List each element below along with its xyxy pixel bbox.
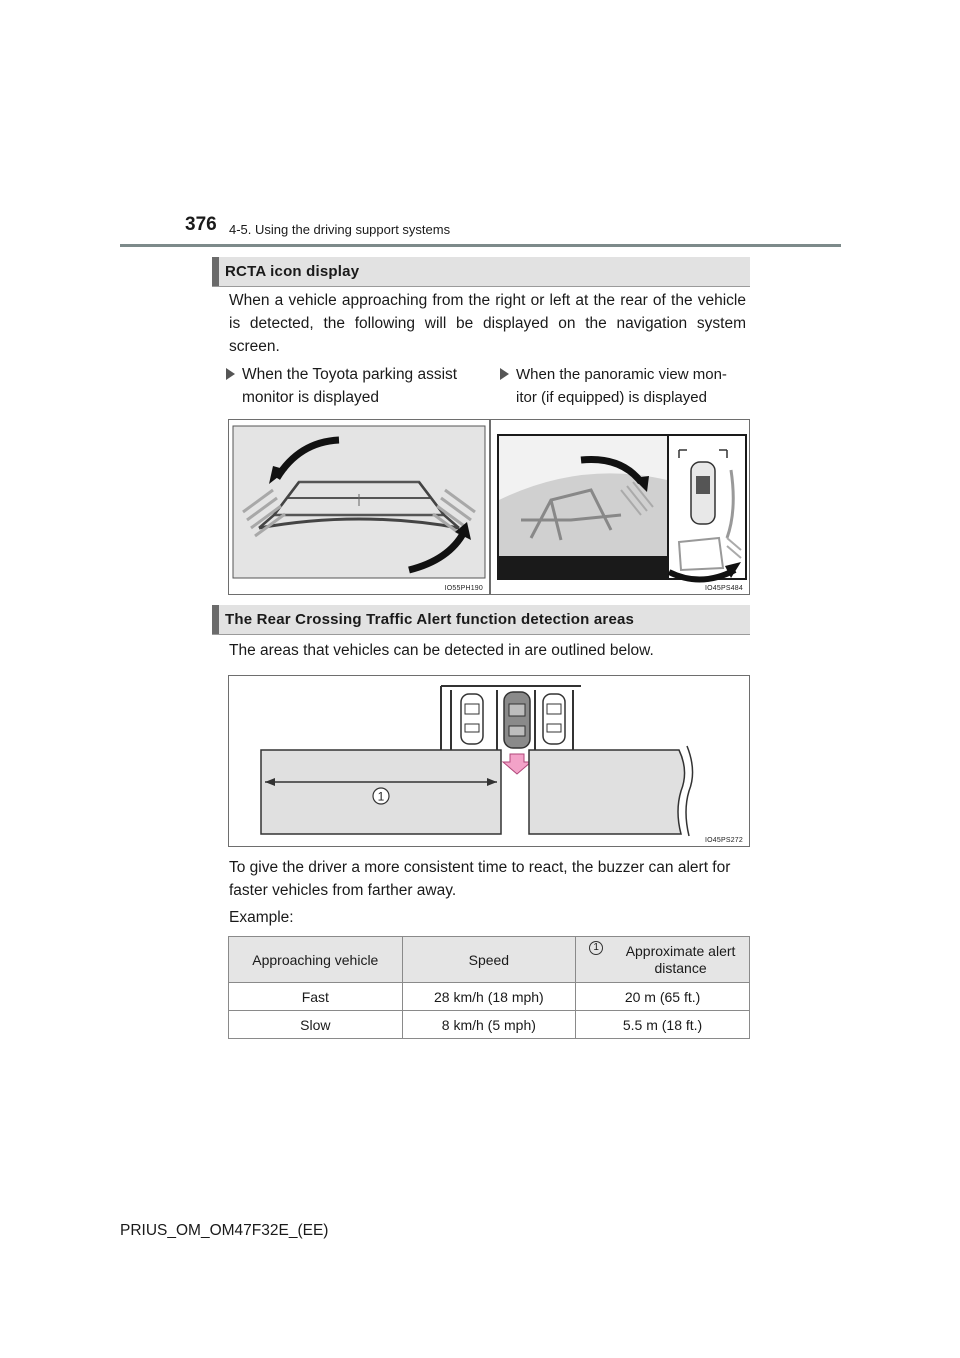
callout-number: 1 — [589, 941, 603, 955]
header-rule — [120, 244, 841, 247]
table-row — [229, 983, 750, 1011]
panoramic-view-illustration — [491, 420, 749, 594]
table-row — [229, 1011, 750, 1039]
cell-speed: 28 km/h (18 mph) — [402, 983, 575, 1011]
rcta-heading-title: RCTA icon display — [225, 263, 360, 280]
header-alert-distance — [576, 937, 750, 983]
figure-code: IO45PS272 — [705, 837, 743, 844]
bullet-triangle-icon — [500, 368, 509, 380]
detection-heading — [212, 605, 750, 635]
caption-left — [242, 363, 482, 409]
heading-accent — [212, 605, 219, 634]
figure-parking-assist — [228, 419, 490, 595]
figure-detection-areas — [228, 675, 750, 847]
caption-right-line1: When the panoramic view mon- — [516, 366, 727, 383]
cell-distance: 5.5 m (18 ft.) — [576, 1011, 750, 1039]
caption-right-line2: itor (if equipped) is displayed — [516, 389, 707, 406]
parking-assist-illustration — [229, 420, 489, 594]
heading-accent — [212, 257, 219, 286]
section-heading: 4-5. Using the driving support systems — [229, 222, 451, 237]
rcta-intro: When a vehicle approaching from the right or left at the rear of the vehicle is detected, the following will be displayed on the navigation system screen. — [229, 292, 746, 355]
header-speed: Speed — [402, 937, 575, 983]
figure-code: IO45PS484 — [705, 585, 743, 592]
cell-speed: 8 km/h (5 mph) — [402, 1011, 575, 1039]
caption-right — [516, 363, 751, 409]
callout-number: 1 — [377, 789, 385, 804]
header-alert-distance-label: Approximate alert distance — [625, 942, 736, 976]
detection-heading-title: The Rear Crossing Traffic Alert function detection areas — [225, 611, 635, 628]
table-header-row — [229, 937, 750, 983]
bullet-triangle-icon — [226, 368, 235, 380]
detection-areas-illustration — [229, 676, 749, 846]
buzzer-text: To give the driver a more consistent time to react, the buzzer can alert for faster vehicles from farther away. — [229, 859, 731, 899]
alert-distance-table — [228, 936, 750, 1039]
example-label: Example: — [229, 909, 294, 926]
caption-left-text: When the Toyota parking assist monitor is displayed — [242, 366, 458, 406]
rcta-heading — [212, 257, 750, 287]
document-code: PRIUS_OM_OM47F32E_(EE) — [120, 1222, 329, 1239]
detection-intro: The areas that vehicles can be detected in are outlined below. — [229, 642, 654, 659]
cell-vehicle: Fast — [229, 983, 403, 1011]
cell-distance: 20 m (65 ft.) — [576, 983, 750, 1011]
figure-panoramic-view — [490, 419, 750, 595]
figure-code: IO55PH190 — [444, 585, 483, 592]
header-approaching-vehicle: Approaching vehicle — [229, 937, 403, 983]
cell-vehicle: Slow — [229, 1011, 403, 1039]
page-number: 376 — [185, 214, 217, 235]
